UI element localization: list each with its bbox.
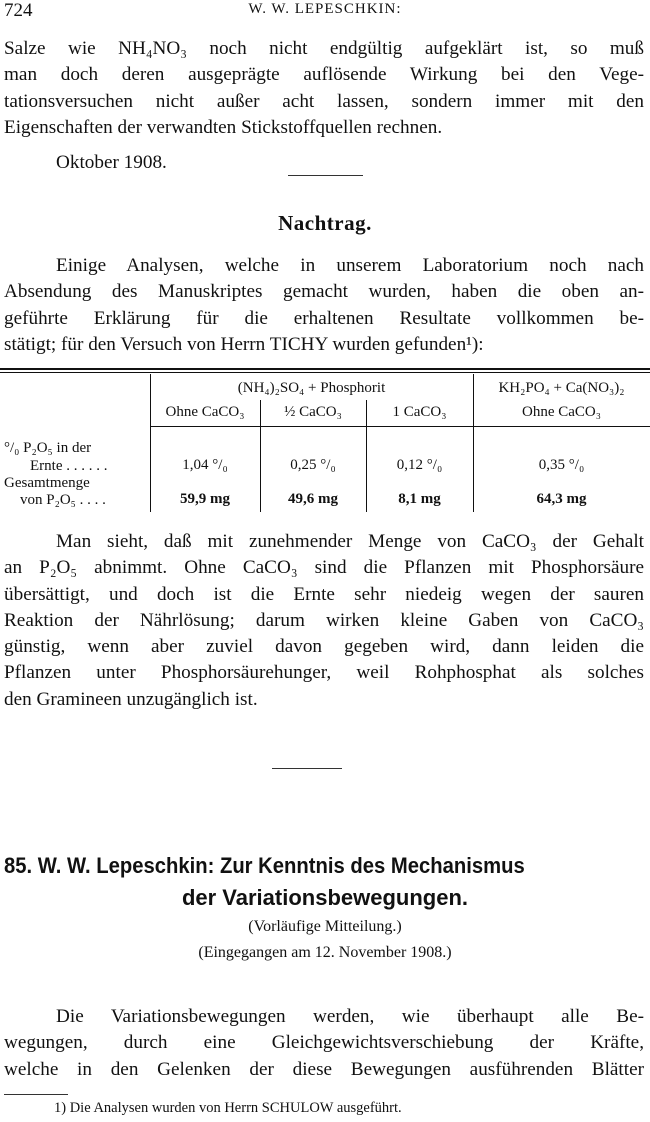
text-line: günstig, wenn aber zuviel davon gegeben wird, dann leiden die: [4, 636, 644, 658]
article-title: 85. W. W. Lepeschkin: Zur Kenntnis des Mechanismus: [4, 853, 525, 878]
section-divider: [288, 175, 363, 176]
article-subtitle: (Vorläufige Mitteilung.): [248, 918, 402, 935]
text-line: welche in den Gelenken der diese Bewegungen ausführenden Blätter: [4, 1058, 644, 1080]
text-line: übersättigt, und doch ist die Ernte sehr niedeig wegen der sauren: [4, 583, 644, 605]
text-line: Eigenschaften der verwandten Stickstoffquellen rechnen.: [4, 116, 443, 138]
text-line: Die Variationsbewegungen werden, wie überhaupt alle Be-: [56, 1006, 644, 1027]
paragraph-nachtrag: [4, 253, 644, 358]
footnote-rule: [4, 1094, 68, 1095]
text-line: an P₂O₅ abnimmt. Ohne CaCO₃ sind die Pflanzen mit Phosphorsäure: [4, 557, 644, 579]
text-line: den Gramineen unzugänglich ist.: [4, 688, 258, 710]
running-title: W. W. LEPESCHKIN:: [248, 1, 402, 17]
table-subheader: ½ CaCO₃: [284, 404, 342, 420]
table-row-label: Gesamtmenge: [4, 475, 90, 491]
table-subheader: Ohne CaCO₃: [522, 404, 601, 420]
table-cell: 0,12 °/₀: [396, 457, 443, 473]
text-line: Pflanzen unter Phosphorsäurehunger, weil Rohphosphat als solches: [4, 662, 644, 684]
table-row-label: Ernte . . . . . .: [30, 458, 108, 474]
table-cell: 0,35 °/₀: [538, 457, 585, 473]
table-cell: 8,1 mg: [398, 491, 441, 507]
text-line: Einige Analysen, welche in unserem Laboratorium noch nach: [56, 255, 644, 276]
table-rule-top: [0, 368, 650, 370]
text-line: tationsversuchen nicht außer acht lassen, sondern immer mit den: [4, 90, 644, 112]
text-line: geführte Erklärung für die erhaltenen Resultate vollkommen be-: [4, 307, 644, 329]
table-group1-header: (NH₄)₂SO₄ + Phosphorit: [237, 380, 386, 396]
footnote: 1) Die Analysen wurden von Herrn SCHULOW ausgeführt.: [54, 1100, 402, 1116]
table-cell: 64,3 mg: [536, 491, 587, 507]
table-subheader: Ohne CaCO₃: [165, 404, 245, 420]
nachtrag-heading: Nachtrag.: [278, 211, 372, 235]
text-line: Salze wie NH₄NO₃ noch nicht endgültig aufgeklärt ist, so muß: [4, 38, 644, 59]
table-cell: 1,04 °/₀: [182, 457, 228, 473]
table-cell: 0,25 °/₀: [290, 457, 336, 473]
date-text: Oktober 1908.: [56, 152, 167, 173]
paragraph-article: [4, 1004, 644, 1083]
received-date: (Eingegangen am 12. November 1908.): [198, 944, 452, 961]
text-line: man doch deren ausgeprägte auflösende Wirkung bei den Vege-: [4, 64, 644, 86]
date-line: [4, 150, 644, 176]
table-group2-header: KH₂PO₄ + Ca(NO₃)₂: [498, 380, 625, 396]
table-row-label: von P₂O₅ . . . .: [20, 492, 106, 508]
table-rule-top-inner: [0, 372, 650, 373]
paragraph-intro: [4, 36, 644, 141]
text-line: Man sieht, daß mit zunehmender Menge von CaCO₃ der Gehalt: [56, 531, 644, 552]
text-line: wegungen, durch eine Gleichgewichtsverschiebung der Kräfte,: [4, 1032, 644, 1054]
text-line: stätigt; für den Versuch von Herrn TICHY wurden gefunden¹):: [4, 333, 484, 355]
table-cell: 49,6 mg: [288, 491, 338, 507]
article-title-line2: der Variationsbewegungen.: [181, 885, 469, 910]
paragraph-discussion: [4, 529, 644, 713]
page-number: 724: [4, 0, 33, 21]
table-subheader: 1 CaCO₃: [392, 404, 447, 420]
text-line: Reaktion der Nährlösung; darum wirken kleine Gaben von CaCO₃: [4, 609, 644, 631]
text-line: Absendung des Manuskriptes gemacht wurden, haben die oben an-: [4, 281, 644, 303]
table-row-label: °/₀ P₂O₅ in der: [4, 440, 92, 456]
section-divider: [272, 768, 342, 769]
table-rule-header: [150, 426, 650, 427]
table-cell: 59,9 mg: [180, 491, 230, 507]
